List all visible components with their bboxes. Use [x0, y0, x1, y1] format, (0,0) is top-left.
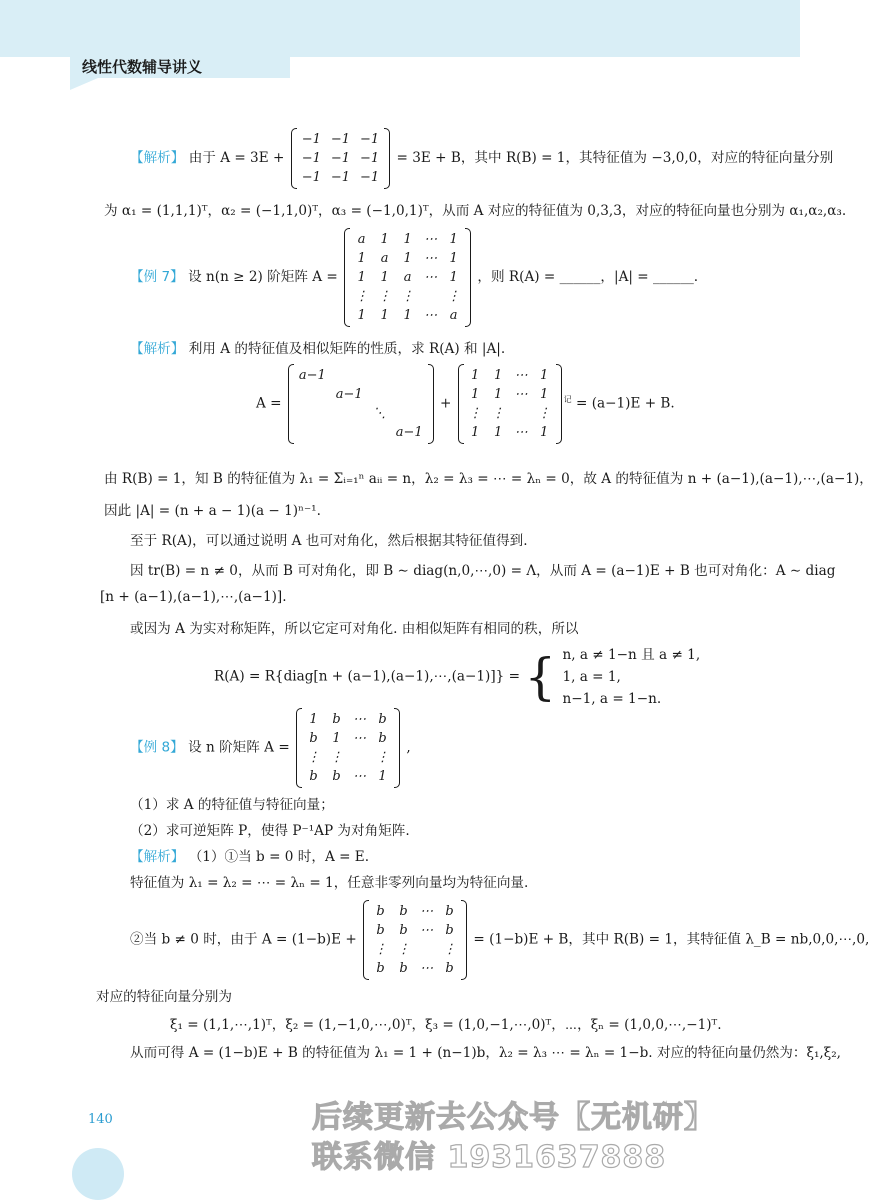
matrix-cell: ⋯ [514, 387, 528, 402]
case-3: n−1, a = 1−n. [562, 691, 662, 707]
matrix-cell: 1 [494, 425, 503, 440]
solution-8-line-1 [130, 848, 369, 866]
matrix-row [350, 249, 465, 268]
matrix-cell: ⋮ [378, 289, 392, 304]
matrix-row [297, 130, 385, 149]
matrix-row [297, 149, 385, 168]
matrix-cell: 1 [403, 232, 412, 247]
matrix-cell: ⋮ [491, 406, 505, 421]
matrix-cell: b [376, 961, 385, 976]
matrix-cell: 1 [357, 270, 366, 285]
matrix-cell: ⋮ [443, 942, 457, 957]
matrix-cell: 1 [494, 368, 503, 383]
matrix-cell: ⋮ [374, 942, 388, 957]
matrix-row [294, 404, 428, 423]
solution-7-line-1 [130, 340, 505, 358]
matrix-cell: b [399, 961, 408, 976]
example-7-tag: 【例 7】 [130, 269, 184, 285]
matrix-row [464, 423, 556, 442]
matrix-cell: 1 [540, 387, 549, 402]
solution-7-line-8: 或因为 A 为实对称矩阵，所以它定可对角化. 由相似矩阵有相同的秩，所以 [130, 621, 579, 637]
matrix-cell [294, 404, 331, 423]
cases-brace: { [524, 648, 557, 706]
matrix-a-example-7 [344, 228, 471, 327]
matrix-cell: ⋯ [420, 904, 434, 919]
matrix-cell: ⋯ [353, 769, 367, 784]
matrix-b [363, 900, 467, 980]
solution-8-case-1: （1）①当 b = 0 时，A = E. [188, 849, 370, 865]
analysis-tag: 【解析】 [130, 150, 185, 166]
matrix-cell: −1 [330, 132, 351, 147]
matrix-cell: −1 [330, 151, 351, 166]
matrix-cell: 1 [471, 425, 480, 440]
example-7-pre: 设 n(n ≥ 2) 阶矩阵 A = [188, 269, 338, 285]
matrix-cell: ⋯ [353, 712, 367, 727]
cases-list [562, 644, 700, 710]
matrix-cell: ⋯ [424, 270, 438, 285]
matrix-cell: ⋯ [420, 923, 434, 938]
matrix-cell: −1 [360, 170, 380, 185]
matrix-row [302, 729, 394, 748]
matrix-cell [294, 423, 331, 442]
text-pre: 由于 A = 3E + [188, 150, 285, 166]
page-header [0, 0, 800, 118]
matrix-cell: a−1 [395, 425, 423, 440]
matrix-row [369, 959, 461, 978]
case-2-pre: ②当 b ≠ 0 时，由于 A = (1−b)E + [130, 931, 357, 948]
book-title: 线性代数辅导讲义 [82, 58, 203, 76]
solution-6-line-1 [130, 128, 833, 189]
solution-8-line-4: 对应的特征向量分别为 [96, 989, 232, 1005]
matrix-cell [348, 748, 371, 767]
solution-8-line-2: 特征值为 λ₁ = λ₂ = ⋯ = λₙ = 1，任意非零列向量均为特征向量. [130, 875, 529, 891]
matrix-cell: 1 [449, 232, 458, 247]
matrix-neg-ones [291, 128, 391, 189]
matrix-cell: ⋱ [372, 406, 386, 421]
matrix-row [297, 168, 385, 187]
matrix-cell: b [376, 923, 385, 938]
page-number: 140 [88, 1112, 113, 1127]
example-8-question-2: （2）求可逆矩阵 P，使得 P⁻¹AP 为对角矩阵. [130, 823, 410, 839]
matrix-cell: a [403, 270, 412, 285]
matrix-row [464, 404, 556, 423]
matrix-cell: 1 [449, 270, 458, 285]
matrix-cell: a−1 [298, 368, 326, 383]
eq-rhs: = (a−1)E + B. [576, 395, 675, 412]
matrix-cell: 1 [357, 308, 366, 323]
matrix-cell: ⋯ [424, 308, 438, 323]
example-7-post: ，则 R(A) = ______，|A| = ______. [477, 269, 699, 285]
matrix-cell: 1 [471, 368, 480, 383]
example-7 [130, 228, 698, 327]
example-8 [130, 708, 411, 788]
example-8-tag: 【例 8】 [130, 739, 184, 756]
matrix-cell: ⋮ [537, 406, 551, 421]
matrix-cell: ⋮ [447, 289, 461, 304]
matrix-cell: 1 [332, 731, 341, 746]
matrix-cell: 1 [540, 425, 549, 440]
matrix-cell: ⋯ [514, 425, 528, 440]
matrix-cell: b [445, 923, 454, 938]
matrix-cell: ⋮ [355, 289, 369, 304]
matrix-cell: a [357, 232, 366, 247]
example-8-post: , [406, 739, 411, 756]
matrix-cell: ⋯ [424, 232, 438, 247]
rank-lhs: R(A) = R{diag[n + (a−1),(a−1),⋯,(a−1)]} = [214, 668, 520, 685]
matrix-row [302, 767, 394, 786]
matrix-cell: 1 [449, 251, 458, 266]
matrix-cell: −1 [330, 170, 351, 185]
matrix-row [350, 306, 465, 325]
solution-7-text: 利用 A 的特征值及相似矩阵的性质，求 R(A) 和 |A|. [188, 341, 506, 357]
matrix-cell: ⋮ [401, 289, 415, 304]
matrix-cell [331, 423, 368, 442]
matrix-row [369, 902, 461, 921]
matrix-diag [288, 364, 434, 444]
corner-decoration [72, 1148, 124, 1200]
matrix-cell: b [378, 731, 387, 746]
matrix-cell [331, 366, 368, 385]
matrix-cell: b [399, 923, 408, 938]
matrix-row [294, 385, 428, 404]
matrix-cell: ⋯ [420, 961, 434, 976]
matrix-cell: ⋮ [468, 406, 482, 421]
matrix-cell: 1 [403, 251, 412, 266]
matrix-cell: b [445, 961, 454, 976]
solution-7-decomposition [256, 364, 675, 444]
matrix-cell: −1 [301, 151, 321, 166]
solution-8-eigenvectors: ξ₁ = (1,1,⋯,1)ᵀ，ξ₂ = (1,−1,0,⋯,0)ᵀ，ξ₃ = (1,0,−1,⋯,0)ᵀ，⋯，ξₙ = (1,0,0,⋯,−1)ᵀ. [170, 1017, 722, 1033]
matrix-cell: 1 [540, 368, 549, 383]
matrix-cell: 1 [380, 308, 389, 323]
matrix-cell: a−1 [335, 387, 363, 402]
matrix-row [464, 385, 556, 404]
matrix-cell: 1 [380, 270, 389, 285]
matrix-cell [510, 404, 533, 423]
matrix-cell: ⋯ [424, 251, 438, 266]
matrix-cell: ⋯ [353, 731, 367, 746]
matrix-cell: b [445, 904, 454, 919]
matrix-cell: 1 [494, 387, 503, 402]
matrix-row [369, 940, 461, 959]
solution-7-line-7: [n + (a−1),(a−1),⋯,(a−1)]. [100, 589, 287, 605]
plus-sign: + [439, 395, 452, 412]
solution-8-line-6: 从而可得 A = (1−b)E + B 的特征值为 λ₁ = 1 + (n−1)b，λ₂ = λ₃ ⋯ = λₙ = 1−b. 对应的特征向量仍然为：ξ₁,ξ₂, [130, 1045, 841, 1061]
matrix-row [464, 366, 556, 385]
case-2-post: = (1−b)E + B，其中 R(B) = 1，其特征值 λ_B = nb,0,0,⋯,0, [473, 931, 870, 948]
matrix-cell [415, 940, 438, 959]
matrix-cell [368, 366, 391, 385]
matrix-cell [391, 404, 428, 423]
matrix-cell: b [378, 712, 387, 727]
header-tab-tail [70, 78, 98, 90]
matrix-ones [458, 364, 562, 444]
matrix-row [302, 710, 394, 729]
matrix-cell: ⋮ [330, 750, 344, 765]
solution-7-line-4: 因此 |A| = (n + a − 1)(a − 1)ⁿ⁻¹. [104, 503, 321, 519]
matrix-cell: a [380, 251, 389, 266]
matrix-cell: −1 [360, 132, 380, 147]
matrix-cell: 1 [471, 387, 480, 402]
matrix-cell [391, 385, 428, 404]
matrix-row [294, 366, 428, 385]
example-8-pre: 设 n 阶矩阵 A = [188, 739, 290, 756]
matrix-cell: b [309, 769, 318, 784]
matrix-cell [368, 385, 391, 404]
rank-cases-equation [214, 644, 700, 710]
case-1: n, a ≠ 1−n 且 a ≠ 1, [562, 647, 701, 663]
matrix-cell: ⋮ [376, 750, 390, 765]
matrix-cell: b [332, 712, 341, 727]
matrix-cell: 1 [380, 232, 389, 247]
matrix-cell: −1 [360, 151, 380, 166]
matrix-cell: −1 [301, 132, 321, 147]
matrix-row [350, 230, 465, 249]
example-8-question-1: （1）求 A 的特征值与特征向量； [130, 797, 334, 813]
matrix-cell: b [309, 731, 318, 746]
solution-7-line-6: 因 tr(B) = n ≠ 0，从而 B 可对角化，即 B ∼ diag(n,0,⋯,0) = Λ，从而 A = (a−1)E + B 也可对角化：A ∼ diag [130, 563, 836, 579]
matrix-cell [419, 287, 442, 306]
watermark-line-2: 联系微信 19316378​88 [312, 1140, 667, 1175]
matrix-cell: −1 [301, 170, 321, 185]
analysis-tag: 【解析】 [130, 849, 185, 865]
analysis-tag: 【解析】 [130, 341, 185, 357]
watermark-line-1: 后续更新去公众号【无机研】 [312, 1100, 715, 1135]
matrix-cell: ⋮ [307, 750, 321, 765]
matrix-cell: ⋯ [514, 368, 528, 383]
matrix-cell: ⋮ [397, 942, 411, 957]
matrix-cell: 1 [403, 308, 412, 323]
matrix-cell [368, 423, 391, 442]
matrix-cell: b [332, 769, 341, 784]
matrix-row [294, 423, 428, 442]
case-2: 1, a = 1, [562, 669, 621, 685]
matrix-cell: b [376, 904, 385, 919]
matrix-row [302, 748, 394, 767]
matrix-cell: b [399, 904, 408, 919]
matrix-cell [294, 385, 331, 404]
solution-8-case-2 [130, 900, 869, 980]
note-mark: 记 [563, 394, 572, 404]
matrix-cell: 1 [357, 251, 366, 266]
matrix-row [350, 287, 465, 306]
text-post: = 3E + B，其中 R(B) = 1，其特征值为 −3,0,0，对应的特征向量分别 [396, 150, 834, 166]
matrix-cell: 1 [378, 769, 387, 784]
eq-lhs: A = [256, 395, 282, 412]
solution-7-line-3: 由 R(B) = 1，知 B 的特征值为 λ₁ = Σᵢ₌₁ⁿ aᵢᵢ = n，λ₂ = λ₃ = ⋯ = λₙ = 0，故 A 的特征值为 n + (a−1),(a−1),⋯,(a−1)， [104, 471, 873, 487]
matrix-cell: 1 [309, 712, 318, 727]
matrix-cell [391, 366, 428, 385]
matrix-row [369, 921, 461, 940]
matrix-cell [331, 404, 368, 423]
matrix-cell: a [449, 308, 458, 323]
matrix-row [350, 268, 465, 287]
matrix-a-example-8 [296, 708, 400, 788]
solution-7-line-5: 至于 R(A)，可以通过说明 A 也可对角化，然后根据其特征值得到. [130, 533, 528, 549]
solution-6-line-2: 为 α₁ = (1,1,1)ᵀ，α₂ = (−1,1,0)ᵀ，α₃ = (−1,0,1)ᵀ，从而 A 对应的特征值为 0,3,3，对应的特征向量也分别为 α₁,α₂,α₃. [104, 203, 847, 219]
